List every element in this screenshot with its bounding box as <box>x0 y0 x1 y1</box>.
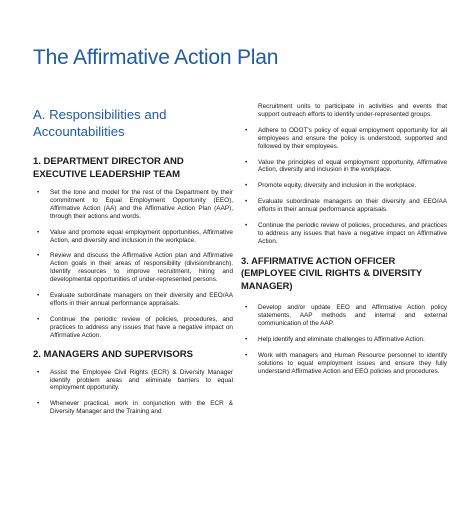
subsection-1-heading: 1. DEPARTMENT DIRECTOR AND EXECUTIVE LEADERSHIP TEAM <box>33 156 184 180</box>
list-item: • Whenever practical, work in conjunction with the ECR & Diversity Manager and the Training and <box>37 400 233 416</box>
left-column <box>33 106 233 424</box>
page-title: The Affirmative Action Plan <box>33 46 279 69</box>
list-item: • Evaluate subordinate managers on their diversity and EEO/AA efforts in their annual performance appraisals. <box>245 198 447 214</box>
list-item: • Adhere to ODOT's policy of equal employment opportunity for all employees and ensure the policy is understood, supported and followed by their employees. <box>245 126 447 150</box>
bullet-icon: • <box>245 198 248 206</box>
bullet-icon: • <box>37 400 40 408</box>
bullet-icon: • <box>245 304 248 312</box>
list-item: • Evaluate subordinate managers on their diversity and EEO/AA efforts in their annual performance appraisals. <box>37 292 233 307</box>
bullet-icon: • <box>37 189 40 196</box>
continued-paragraph: Recruitment units to participate in activities and events that support outreach efforts to identify under-represented groups. <box>258 103 447 118</box>
bullet-icon: • <box>245 351 248 359</box>
list-item: • Work with managers and Human Resource personnel to identify solutions to equal employment issues and ensure they fully understand Affirmative Action and EEO policies and procedures. <box>245 351 447 375</box>
list-item: • Value and promote equal employment opportunities, Affirmative Action, and diversity and inclusion in the workplace. <box>37 228 233 244</box>
subsection-2-list <box>33 369 233 417</box>
bullet-icon: • <box>245 222 248 230</box>
subsection-2-heading: 2. MANAGERS AND SUPERVISORS <box>33 348 193 360</box>
bullet-icon: • <box>37 292 40 300</box>
subsection-1-list <box>33 189 233 340</box>
subsection-3-heading: 3. AFFIRMATIVE ACTION OFFICER (EMPLOYEE CIVIL RIGHTS & DIVERSITY MANAGER) <box>241 254 422 291</box>
list-item: • Assist the Employee Civil Rights (ECR) & Diversity Manager identify problem areas and eliminate barriers to equal employment opportunity. <box>37 368 233 392</box>
subsection-3-list <box>241 304 447 375</box>
list-item: • Review and discuss the Affirmative Action plan and Affirmative Action goals in their areas of responsibility (division/branch). Identify resources to improve recruitment, hiring and developmental opportunities of under-represented persons. <box>37 252 233 284</box>
list-item: • Continue the periodic review of policies, procedures, and practices to address any issues that have a negative impact on Affirmative Action. <box>245 222 447 245</box>
list-item: • Value the principles of equal employment opportunity, Affirmative Action, diversity and inclusion in the workplace. <box>245 158 447 174</box>
list-item: • Set the tone and model for the rest of the Department by their commitment to Equal Employment Opportunity (EEO), Affirmative Action (AA) and the Affirmative Action Plan (AAP), through their actions and words. <box>37 189 233 220</box>
list-item: • Develop and/or update EEO and Affirmative Action policy statements, AAP methods and internal and external communication of the AAP. <box>245 304 447 328</box>
list-item: • Continue the periodic review of policies, procedures, and practices to address any issues that have a negative impact on Affirmative Action. <box>37 315 233 339</box>
bullet-icon: • <box>37 315 40 323</box>
bullet-icon: • <box>245 158 248 166</box>
bullet-icon: • <box>37 252 40 260</box>
section-a-heading: A. Responsibilities and Accountabilities <box>33 107 167 139</box>
list-item: • Help identify and eliminate challenges to Affirmative Action. <box>245 336 425 343</box>
bullet-icon: • <box>37 368 40 376</box>
right-column <box>241 103 447 384</box>
list-item: • Promote equity, diversity and inclusion in the workplace. <box>245 182 417 190</box>
bullet-icon: • <box>37 228 40 236</box>
bullet-icon: • <box>245 182 248 190</box>
right-list <box>241 127 447 246</box>
bullet-icon: • <box>245 336 248 343</box>
bullet-icon: • <box>245 126 248 134</box>
